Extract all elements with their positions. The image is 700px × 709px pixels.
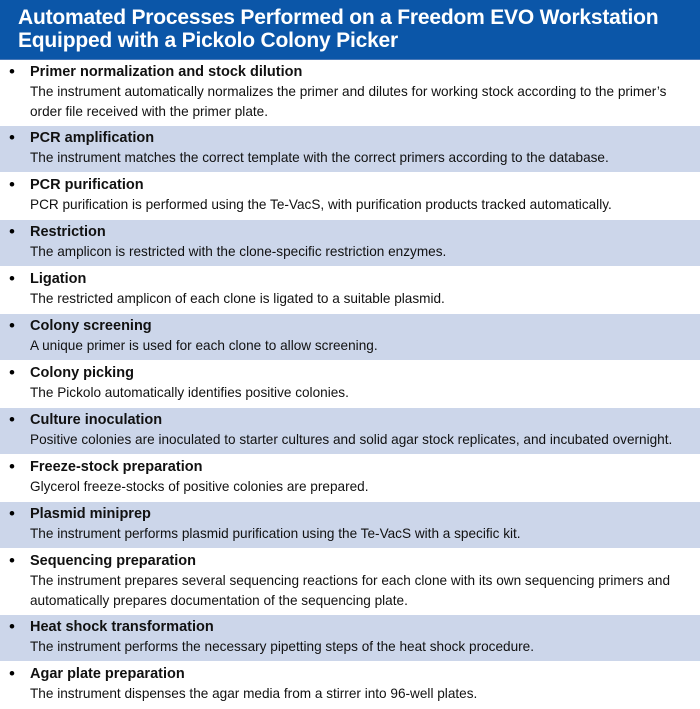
step-description: The instrument performs plasmid purification using the Te-VacS with a specific kit. (30, 526, 521, 541)
step-description: The instrument matches the correct template with the correct primers according to the database. (30, 150, 609, 165)
panel-header (0, 0, 700, 60)
step-description: The instrument automatically normalizes the primer and dilutes for working stock according to the primer’s order file received with the primer plate. (30, 84, 667, 119)
step-description: The instrument prepares several sequencing reactions for each clone with its own sequencing primers and automatically prepares documentation of the sequencing plate. (30, 573, 671, 608)
step-title: Colony screening (30, 318, 152, 334)
list-item (0, 662, 700, 709)
list-item (0, 126, 700, 173)
process-list (0, 60, 700, 709)
step-title: Heat shock transformation (30, 619, 214, 635)
list-item (0, 455, 700, 502)
step-title: PCR purification (30, 177, 144, 193)
list-item (0, 408, 700, 455)
step-description: The amplicon is restricted with the clone-specific restriction enzymes. (30, 244, 447, 259)
bullet-icon: • (9, 316, 15, 335)
list-item (0, 173, 700, 220)
bullet-icon: • (9, 410, 15, 429)
step-description: Glycerol freeze-stocks of positive colonies are prepared. (30, 479, 369, 494)
bullet-icon: • (9, 222, 15, 241)
bullet-icon: • (9, 128, 15, 147)
step-description: The Pickolo automatically identifies positive colonies. (30, 385, 349, 400)
step-description: A unique primer is used for each clone to allow screening. (30, 338, 378, 353)
step-title: Plasmid miniprep (30, 506, 151, 522)
list-item (0, 502, 700, 549)
bullet-icon: • (9, 269, 15, 288)
bullet-icon: • (9, 664, 15, 683)
step-title: Culture inoculation (30, 412, 163, 428)
step-description: PCR purification is performed using the Te-VacS, with purification products tracked automatically. (30, 197, 612, 212)
list-item (0, 361, 700, 408)
bullet-icon: • (9, 363, 15, 382)
panel-title: Automated Processes Performed on a Freedom EVO Workstation Equipped with a Pickolo Colony Picker (18, 6, 659, 52)
list-item (0, 314, 700, 361)
bullet-icon: • (9, 551, 15, 570)
bullet-icon: • (9, 457, 15, 476)
list-item (0, 220, 700, 267)
list-item (0, 615, 700, 662)
bullet-icon: • (9, 175, 15, 194)
step-title: Freeze-stock preparation (30, 459, 203, 475)
list-item (0, 60, 700, 126)
step-title: Sequencing preparation (30, 553, 196, 569)
list-item (0, 267, 700, 314)
list-item (0, 549, 700, 615)
step-description: The instrument dispenses the agar media from a stirrer into 96-well plates. (30, 686, 478, 701)
step-title: PCR amplification (30, 130, 155, 146)
step-title: Primer normalization and stock dilution (30, 64, 303, 80)
step-description: Positive colonies are inoculated to starter cultures and solid agar stock replicates, and incubated overnight. (30, 432, 673, 447)
bullet-icon: • (9, 62, 15, 81)
step-title: Colony picking (30, 365, 134, 381)
step-description: The restricted amplicon of each clone is ligated to a suitable plasmid. (30, 291, 445, 306)
step-description: The instrument performs the necessary pipetting steps of the heat shock procedure. (30, 639, 534, 654)
step-title: Restriction (30, 224, 106, 240)
bullet-icon: • (9, 617, 15, 636)
bullet-icon: • (9, 504, 15, 523)
step-title: Agar plate preparation (30, 666, 185, 682)
step-title: Ligation (30, 271, 87, 287)
